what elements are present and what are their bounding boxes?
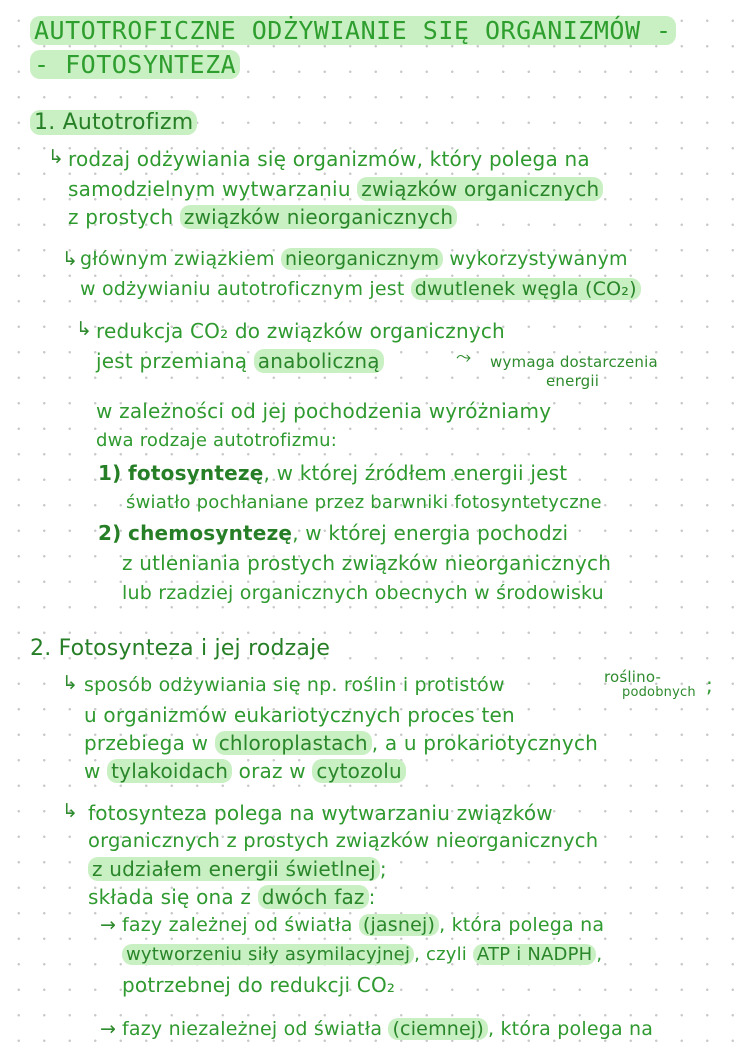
text-span: jest przemianą	[96, 349, 248, 373]
highlight-inorganic-compounds: związków nieorganicznych	[180, 205, 457, 229]
arrow-icon: ↳	[62, 800, 78, 822]
list-number: 1)	[98, 461, 122, 485]
text-span: fazy niezależnej od światła	[122, 1018, 383, 1040]
title-line-1: AUTOTROFICZNE ODŻYWIANIE SIĘ ORGANIZMÓW -	[30, 16, 676, 45]
text-span: , w której źródłem energii jest	[263, 461, 568, 485]
reduction-line-2	[96, 348, 384, 374]
definition-line-2	[68, 176, 603, 202]
highlight-atp-nadph: ATP i NADPH	[473, 944, 596, 965]
text-span: , w której energia pochodzi	[292, 521, 569, 545]
highlight-organic-compounds: związków organicznych	[357, 177, 603, 201]
text-span: sposób odżywiania się np. roślin i protistów	[84, 674, 505, 696]
main-compound-line-2	[80, 276, 641, 302]
highlight-co2: dwutlenek węgla (CO₂)	[411, 278, 641, 300]
definition-line-3	[68, 204, 457, 230]
highlight-thylakoids: tylakoidach	[107, 759, 232, 783]
list-number: 2)	[98, 521, 122, 545]
squiggle-arrow-icon: ⤳	[456, 346, 472, 368]
text-span: , która polega na	[488, 1018, 654, 1040]
title-line-2: - FOTOSYNTEZA	[30, 50, 240, 79]
text-span: głównym związkiem	[80, 248, 275, 270]
text-span: fazy zależnej od światła	[122, 914, 353, 936]
s2-definition-line-2: u organizmów eukariotycznych proces ten	[84, 703, 515, 727]
phase-2-line-1	[122, 1016, 653, 1042]
arrow-icon: →	[100, 1018, 116, 1040]
type-1-line-1	[98, 460, 567, 486]
type-2-line-2: z utleniania prostych związków nieorganicznych	[122, 551, 612, 575]
highlight-light-phase: (jasnej)	[359, 914, 439, 936]
section-1-heading-text: 1. Autotrofizm	[30, 110, 197, 135]
energy-note-line-1: wymaga dostarczenia	[490, 353, 658, 371]
term-chemosynteze: chemosyntezę	[128, 521, 293, 545]
phase-1-line-2	[122, 942, 602, 968]
text-span: wykorzystywanym	[449, 248, 628, 270]
s2-small-note-2: podobnych	[622, 685, 696, 700]
type-2-line-3: lub rzadziej organicznych obecnych w środowisku	[122, 582, 604, 604]
s2-small-note-1: roślino-	[604, 668, 662, 686]
text-span: w	[84, 759, 101, 783]
section-heading-fotosynteza: 2. Fotosynteza i jej rodzaje	[30, 636, 331, 661]
phase-1-line-1	[122, 912, 604, 938]
main-compound-line-1	[80, 246, 628, 272]
s2-definition-line-4	[84, 758, 406, 784]
text-span: przebiega w	[84, 731, 209, 755]
highlight-light-energy: z udziałem energii świetlnej	[88, 857, 380, 881]
phase-1-line-3: potrzebnej do redukcji CO₂	[122, 973, 396, 997]
arrow-icon: ↳	[62, 248, 78, 270]
intro-line-1: w zależności od jej pochodzenia wyróżniamy	[96, 399, 552, 423]
text-span: :	[368, 885, 376, 909]
type-1-line-2: światło pochłaniane przez barwniki fotosyntetyczne	[126, 492, 602, 513]
energy-note-line-2: energii	[546, 372, 600, 390]
text-span: , czyli	[414, 944, 467, 965]
intro-line-2: dwa rodzaje autotrofizmu:	[96, 430, 337, 451]
arrow-icon: →	[100, 914, 116, 936]
text-span: składa się ona z	[88, 885, 252, 909]
text-span: z prostych	[68, 205, 174, 229]
highlight-dark-phase: (ciemnej)	[388, 1018, 488, 1040]
s2-definition-line-3	[84, 730, 598, 756]
text-span: ;	[379, 857, 387, 881]
photo-line-3	[88, 856, 387, 882]
reduction-line-1: redukcja CO₂ do związków organicznych	[96, 319, 505, 343]
highlight-cytosol: cytozolu	[312, 759, 405, 783]
arrow-icon: ↳	[76, 318, 92, 340]
text-span: samodzielnym wytwarzaniu	[68, 177, 351, 201]
highlight-inorganic: nieorganicznym	[281, 248, 443, 270]
text-span: , która polega na	[439, 914, 605, 936]
highlight-chloroplasts: chloroplastach	[215, 731, 372, 755]
arrow-icon: ↳	[62, 672, 78, 694]
s2-semicolon: ;	[706, 673, 713, 697]
s2-definition-line-1	[84, 672, 505, 698]
definition-line-1: rodzaj odżywiania się organizmów, który polega na	[68, 147, 590, 171]
page-title-line-2	[30, 52, 240, 78]
page-title	[30, 18, 676, 44]
text-span: , a u prokariotycznych	[371, 731, 599, 755]
highlight-anabolic: anaboliczną	[254, 349, 384, 373]
arrow-icon: ↳	[48, 146, 64, 168]
highlight-two-phases: dwóch faz	[258, 885, 369, 909]
photo-line-1: fotosynteza polega na wytwarzaniu związków	[88, 801, 553, 825]
text-span: ,	[596, 944, 603, 965]
term-fotosynteze: fotosyntezę	[128, 461, 264, 485]
photo-line-4	[88, 884, 376, 910]
type-2-line-1	[98, 520, 568, 546]
section-heading-autotrofizm	[30, 110, 197, 136]
text-span: oraz w	[238, 759, 306, 783]
text-span: w odżywianiu autotroficznym jest	[80, 278, 405, 300]
highlight-assimilatory-power: wytworzeniu siły asymilacyjnej	[122, 944, 414, 965]
photo-line-2: organicznych z prostych związków nieorganicznych	[88, 829, 599, 852]
